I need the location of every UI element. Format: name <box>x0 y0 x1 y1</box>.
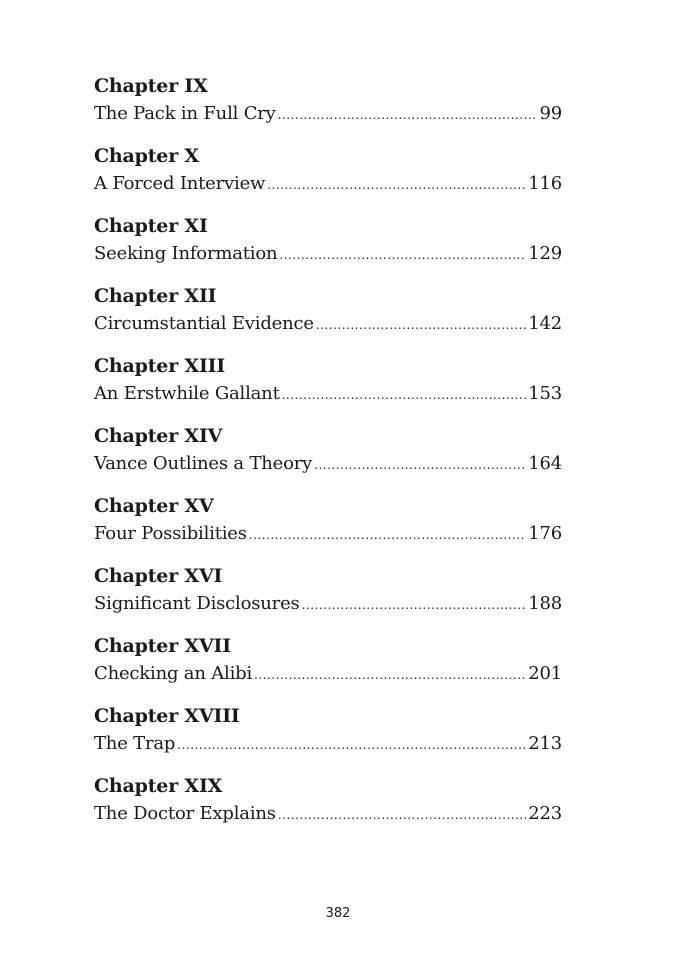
chapter-page-number: 176 <box>528 523 562 544</box>
toc-entry <box>94 632 562 702</box>
toc-entry <box>94 282 562 352</box>
chapter-line <box>94 520 562 548</box>
chapter-title: The Doctor Explains <box>94 803 276 824</box>
chapter-heading: Chapter XVI <box>94 565 223 587</box>
chapter-heading: Chapter X <box>94 145 199 167</box>
chapter-heading: Chapter XVII <box>94 635 231 657</box>
chapter-line <box>94 450 562 478</box>
dot-leader <box>278 101 538 129</box>
chapter-heading: Chapter XI <box>94 215 208 237</box>
chapter-heading: Chapter XV <box>94 495 214 517</box>
toc-entry <box>94 352 562 422</box>
chapter-page-number: 99 <box>539 103 562 124</box>
chapter-line <box>94 100 562 128</box>
chapter-page-number: 153 <box>528 383 562 404</box>
chapter-page-number: 142 <box>528 313 562 334</box>
chapter-page-number: 164 <box>528 453 562 474</box>
dot-leader <box>177 731 526 759</box>
chapter-title: Circumstantial Evidence <box>94 313 314 334</box>
chapter-title: Checking an Alibi <box>94 663 253 684</box>
toc-entry <box>94 212 562 282</box>
chapter-line <box>94 800 562 828</box>
chapter-page-number: 223 <box>528 803 562 824</box>
chapter-line <box>94 380 562 408</box>
chapter-page-number: 129 <box>528 243 562 264</box>
chapter-heading: Chapter XIX <box>94 775 223 797</box>
toc-entry <box>94 72 562 142</box>
toc-entry <box>94 562 562 632</box>
dot-leader <box>279 241 526 269</box>
chapter-title: Vance Outlines a Theory <box>94 453 313 474</box>
chapter-title: The Pack in Full Cry <box>94 103 276 124</box>
chapter-title: Significant Disclosures <box>94 593 300 614</box>
chapter-page-number: 116 <box>528 173 562 194</box>
chapter-line <box>94 660 562 688</box>
dot-leader <box>302 591 527 619</box>
chapter-heading: Chapter XIII <box>94 355 226 377</box>
toc-entry <box>94 142 562 212</box>
page-number: 382 <box>325 906 351 921</box>
dot-leader <box>278 801 526 829</box>
dot-leader <box>267 171 526 199</box>
dot-leader <box>254 661 526 689</box>
toc-entry <box>94 492 562 562</box>
chapter-line <box>94 170 562 198</box>
chapter-page-number: 213 <box>528 733 562 754</box>
chapter-line <box>94 730 562 758</box>
chapter-heading: Chapter XIV <box>94 425 223 447</box>
chapter-line <box>94 310 562 338</box>
chapter-line <box>94 240 562 268</box>
toc-entry <box>94 422 562 492</box>
dot-leader <box>314 451 526 479</box>
table-of-contents <box>94 72 562 842</box>
chapter-heading: Chapter IX <box>94 75 208 97</box>
chapter-heading: Chapter XII <box>94 285 217 307</box>
dot-leader <box>249 521 526 549</box>
chapter-title: Four Possibilities <box>94 523 247 544</box>
chapter-title: Seeking Information <box>94 243 278 264</box>
chapter-page-number: 188 <box>528 593 562 614</box>
chapter-page-number: 201 <box>528 663 562 684</box>
chapter-title: A Forced Interview <box>94 173 266 194</box>
chapter-heading: Chapter XVIII <box>94 705 240 727</box>
dot-leader <box>316 311 526 339</box>
toc-entry <box>94 702 562 772</box>
dot-leader <box>282 381 527 409</box>
chapter-title: The Trap <box>94 733 176 754</box>
chapter-line <box>94 590 562 618</box>
chapter-title: An Erstwhile Gallant <box>94 383 280 404</box>
toc-entry <box>94 772 562 842</box>
